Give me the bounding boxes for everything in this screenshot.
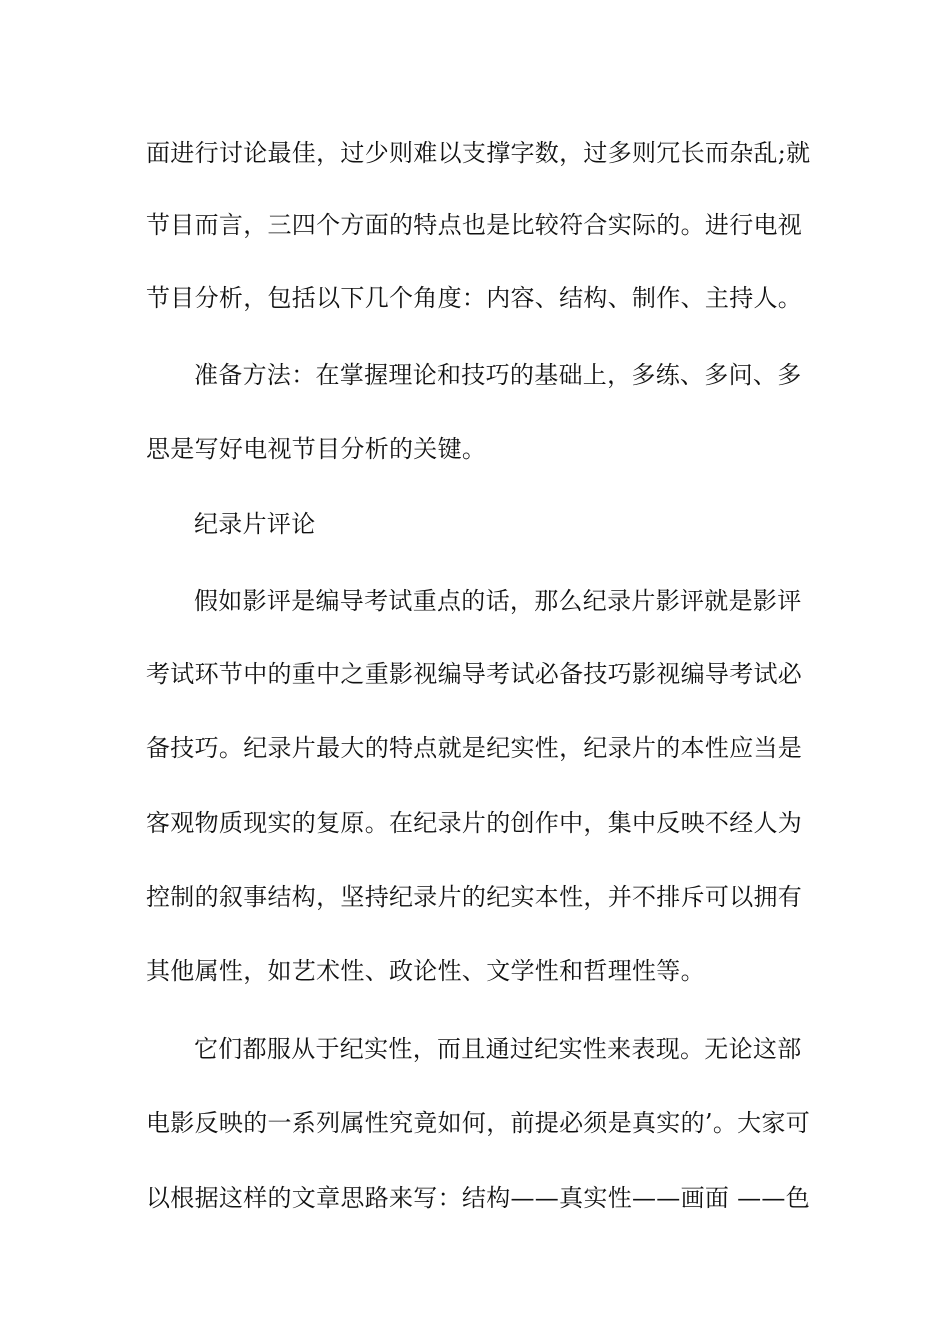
text-line: 节目而言，三四个方面的特点也是比较符合实际的。进行电视 — [146, 211, 803, 239]
text-line: 面进行讨论最佳，过少则难以支撑字数，过多则冗长而杂乱;就 — [146, 139, 811, 167]
text-line: 电影反映的一系列属性究竟如何，前提必须是真实的’。大家可 — [146, 1109, 811, 1137]
text-line: 客观物质现实的复原。在纪录片的创作中，集中反映不经人为 — [146, 809, 803, 837]
text-line: 以根据这样的文章思路来写：结构——真实性——画面 ——色 — [146, 1184, 811, 1212]
paragraph-first-line: 它们都服从于纪实性，而且通过纪实性来表现。无论这部 — [194, 1035, 802, 1063]
text-line: 思是写好电视节目分析的关键。 — [146, 435, 487, 463]
paragraph-first-line: 假如影评是编导考试重点的话，那么纪录片影评就是影评 — [194, 587, 802, 615]
text-line: 节目分析，包括以下几个角度：内容、结构、制作、主持人。 — [146, 284, 803, 312]
section-heading: 纪录片评论 — [194, 510, 316, 538]
paragraph-first-line: 准备方法：在掌握理论和技巧的基础上，多练、多问、多 — [194, 361, 802, 389]
text-line: 控制的叙事结构，坚持纪录片的纪实本性，并不排斥可以拥有 — [146, 883, 803, 911]
text-line: 考试环节中的重中之重影视编导考试必备技巧影视编导考试必 — [146, 660, 803, 688]
text-line: 备技巧。纪录片最大的特点就是纪实性，纪录片的本性应当是 — [146, 734, 803, 762]
text-line: 其他属性，如艺术性、政论性、文学性和哲理性等。 — [146, 957, 705, 985]
